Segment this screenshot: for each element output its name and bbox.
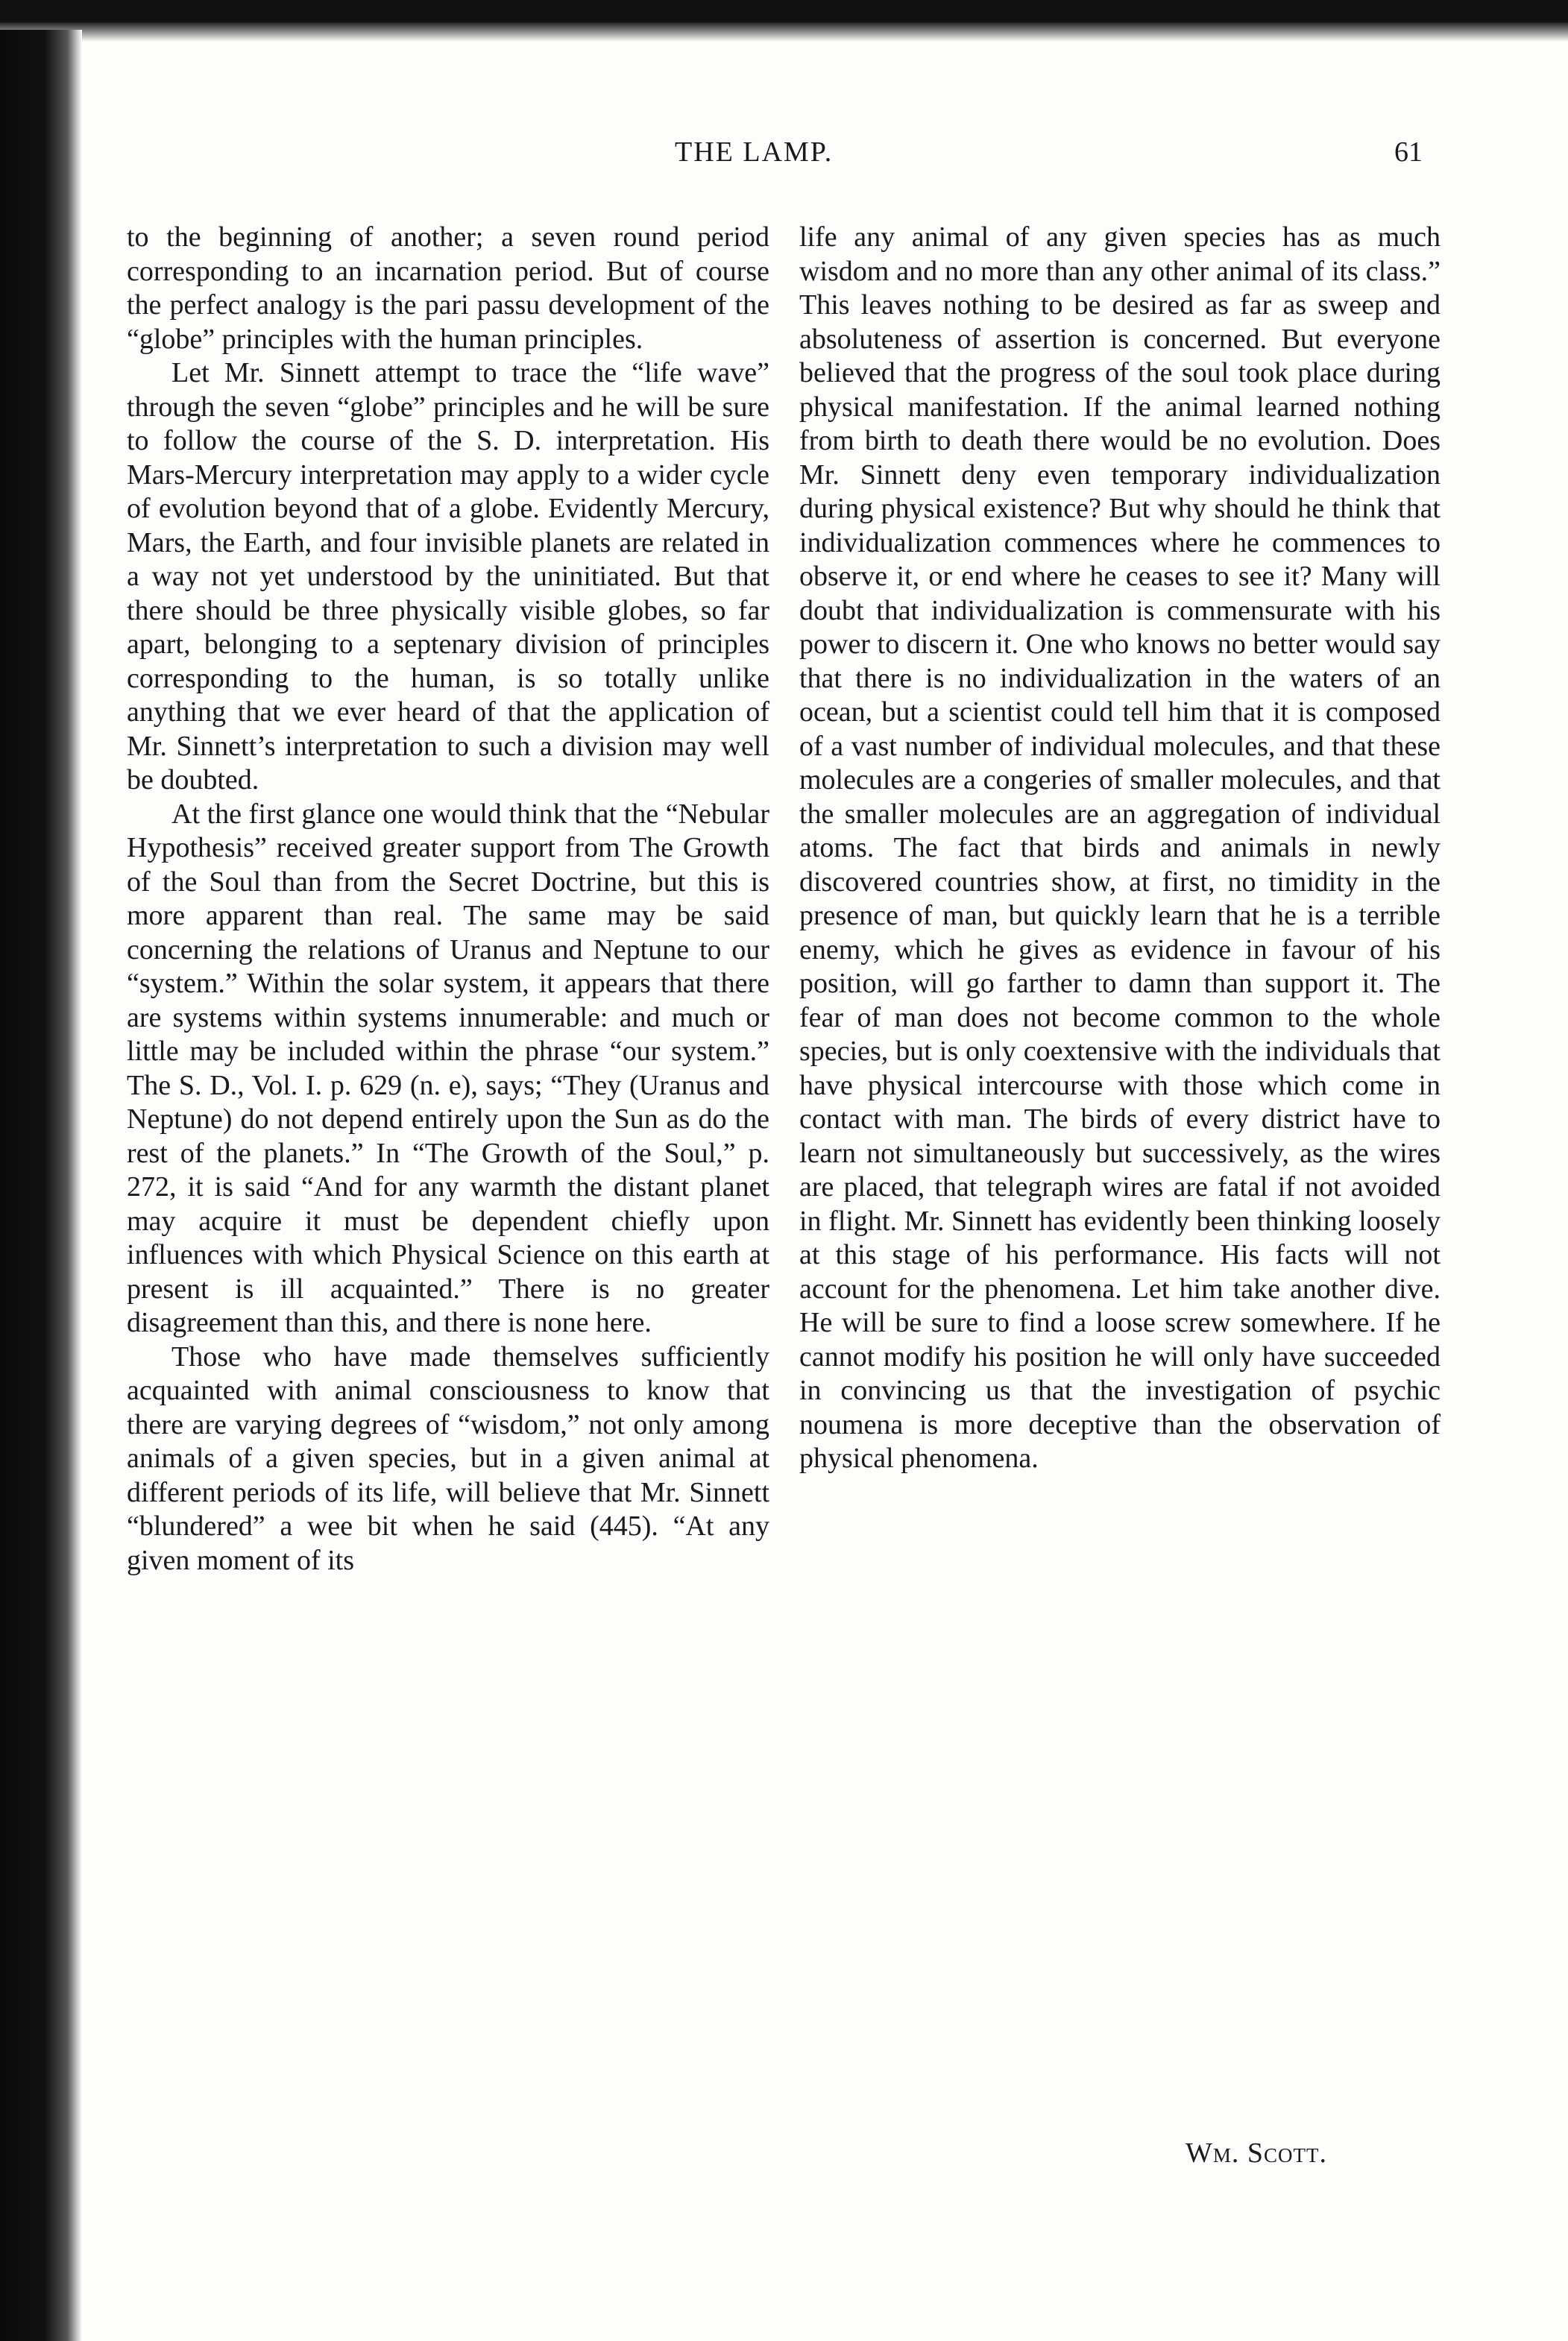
running-head: THE LAMP. bbox=[675, 136, 834, 168]
right-column bbox=[799, 221, 1441, 1476]
paragraph: Let Mr. Sinnett attempt to trace the “life wave” through the seven “globe” principles and he will be sure to follow the course of the S. D. interpretation. His Mars-Mercury interpretation may apply to a wider cycle of evolution beyond that of a globe. Evidently Mercury, Mars, the Earth, and four invisible planets are related in a way not yet understood by the uninitiated. But that there should be three physically visible globes, so far apart, belonging to a septenary division of principles corresponding to the human, is so totally unlike anything that we ever heard of that the application of Mr. Sinnett’s interpretation to such a division may well be doubted. bbox=[127, 357, 769, 795]
paragraph: Those who have made themselves sufficiently acquainted with animal consciousness to know that there are varying degrees of “wisdom,” not only among animals of a given species, but in a given animal at different periods of its life, will believe that Mr. Sinnett “blundered” a wee bit when he said (445). “At any given moment of its bbox=[127, 1340, 769, 1576]
page-binding-edge bbox=[0, 30, 82, 2341]
left-column bbox=[127, 221, 769, 1578]
page-number: 61 bbox=[1394, 136, 1423, 168]
paragraph: life any animal of any given species has as much wisdom and no more than any other animal of its class.” This leaves nothing to be desired as far as sweep and absoluteness of assertion is concerned. But everyone believed that the progress of the soul took place during physical manifestation. If the animal learned nothing from birth to death there would be no evolution. Does Mr. Sinnett deny even temporary individualization during physical existence? But why should he think that individualization commences where he commences to observe it, or end where he ceases to see it? Many will doubt that individualization is commensurate with his power to discern it. One who knows no better would say that there is no individualization in the waters of an ocean, but a scientist could tell him that it is composed of a vast number of individual molecules, and that these molecules are a congeries of smaller molecules, and that the smaller molecules are an aggregation of individual atoms. The fact that birds and animals in newly discovered countries show, at first, no timidity in the presence of man, but quickly learn that he is a terrible enemy, which he gives as evidence in favour of his position, will go farther to damn than support it. The fear of man does not become common to the whole species, but is only coextensive with the individuals that have physical intercourse with those which come in contact with man. The birds of every district have to learn not simultaneously but successively, as the wires are placed, that telegraph wires are fatal if not avoided in flight. Mr. Sinnett has evidently been thinking loosely at this stage of his performance. His facts will not account for the phenomena. Let him take another dive. He will be sure to find a loose screw somewhere. If he cannot modify his position he will only have succeeded in convincing us that the investigation of psychic noumena is more deceptive than the observation of physical phenomena. bbox=[799, 221, 1441, 1474]
page-header bbox=[0, 136, 1568, 180]
author-signature: Wm. Scott. bbox=[1186, 2137, 1327, 2169]
paragraph: to the beginning of another; a seven round period corresponding to an incarnation period. But of course the perfect analogy is the pari passu development of the “globe” principles with the human principles. bbox=[127, 221, 769, 355]
top-border bbox=[0, 0, 1568, 22]
top-border-shadow bbox=[0, 22, 1568, 42]
paragraph: At the first glance one would think that the “Nebular Hypothesis” received greater support from The Growth of the Soul than from the Secret Doctrine, but this is more apparent than real. The same may be said concerning the relations of Uranus and Neptune to our “system.” Within the solar system, it appears that there are systems within systems innumerable: and much or little may be included within the phrase “our system.” The S. D., Vol. I. p. 629 (n. e), says; “They (Uranus and Neptune) do not depend entirely upon the Sun as do the rest of the planets.” In “The Growth of the Soul,” p. 272, it is said “And for any warmth the distant planet may acquire it must be dependent chiefly upon influences with which Physical Science on this earth at present is ill acquainted.” There is no greater disagreement than this, and there is none here. bbox=[127, 798, 769, 1338]
